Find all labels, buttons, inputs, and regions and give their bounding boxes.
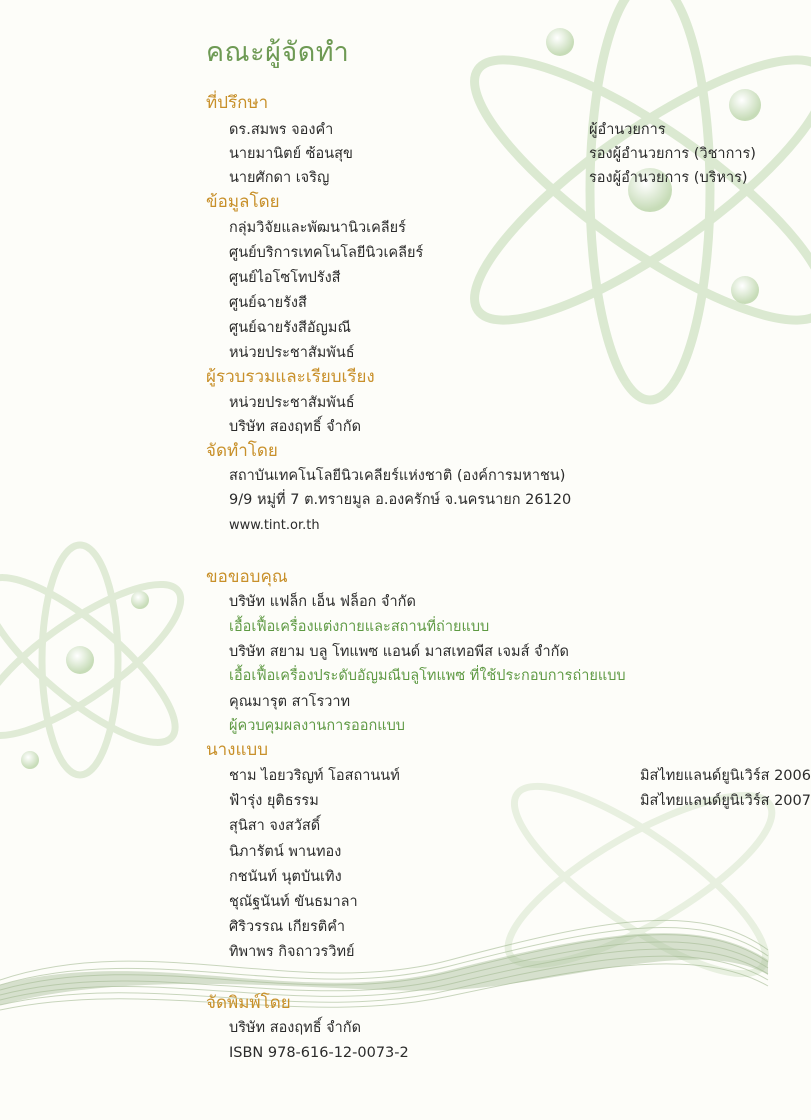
isbn: ISBN 978-616-12-0073-2 <box>229 1045 409 1061</box>
model-row <box>229 791 811 811</box>
model-name: นิภารัตน์ พานทอง <box>229 844 342 860</box>
advisor-row <box>229 120 666 140</box>
list-item: ศูนย์บริการเทคโนโลยีนิวเคลียร์ <box>229 245 424 261</box>
list-item: ศูนย์ฉายรังสี <box>229 295 307 311</box>
organization-address: 9/9 หมู่ที่ 7 ต.ทรายมูล อ.องครักษ์ จ.นครนายก 26120 <box>229 492 572 508</box>
advisor-row <box>229 168 748 188</box>
model-name: ชุณัฐนันท์ ขันธมาลา <box>229 894 358 910</box>
list-item: ศูนย์ไอโซโทปรังสี <box>229 270 341 286</box>
info-by-heading: ข้อมูลโดย <box>206 192 280 212</box>
organization-name: สถาบันเทคโนโลยีนิวเคลียร์แห่งชาติ (องค์การมหาชน) <box>229 468 566 484</box>
produced-by-heading: จัดทำโดย <box>206 441 278 461</box>
model-row <box>229 942 355 962</box>
model-row <box>229 892 358 912</box>
model-row <box>229 867 342 887</box>
list-item-note: เอื้อเฟื้อเครื่องแต่งกายและสถานที่ถ่ายแบบ <box>229 619 490 635</box>
models-heading: นางแบบ <box>206 740 269 760</box>
advisor-row <box>229 144 756 164</box>
advisor-name: นายมานิตย์ ซ้อนสุข <box>229 146 353 162</box>
model-title: มิสไทยแลนด์ยูนิเวิร์ส 2006 <box>640 768 811 784</box>
list-item: คุณมารุต สาโรวาท <box>229 694 351 710</box>
page-title: คณะผู้จัดทำ <box>206 37 350 68</box>
compiled-by-heading: ผู้รวบรวมและเรียบเรียง <box>206 367 375 387</box>
model-name: สุนิสา จงสวัสดิ์ <box>229 818 321 834</box>
advisors-heading: ที่ปรึกษา <box>206 93 269 113</box>
advisor-role: ผู้อำนวยการ <box>589 122 666 138</box>
list-item: ศูนย์ฉายรังสีอัญมณี <box>229 320 351 336</box>
list-item: หน่วยประชาสัมพันธ์ <box>229 345 355 361</box>
model-title: มิสไทยแลนด์ยูนิเวิร์ส 2007 <box>640 793 811 809</box>
printer-name: บริษัท สองฤทธิ์ จำกัด <box>229 1020 361 1036</box>
list-item: บริษัท สยาม บลู โทแพซ แอนด์ มาสเทอพีส เจมส์ จำกัด <box>229 644 569 660</box>
model-name: ชาม ไอยวริญท์ โอสถานนท์ <box>229 768 400 784</box>
list-item: บริษัท แฟล็ก เอ็น ฟล็อก จำกัด <box>229 594 416 610</box>
advisor-role: รองผู้อำนวยการ (บริหาร) <box>589 170 748 186</box>
model-row <box>229 917 345 937</box>
model-name: ฟ้ารุ่ง ยุติธรรม <box>229 793 319 809</box>
model-row <box>229 816 320 836</box>
model-name: ศิริวรรณ เกียรติคำ <box>229 919 346 935</box>
advisor-name: ดร.สมพร จองคำ <box>229 122 334 138</box>
list-item: หน่วยประชาสัมพันธ์ <box>229 395 355 411</box>
model-row <box>229 766 811 786</box>
model-name: ทิพาพร กิจถาวรวิทย์ <box>229 944 355 960</box>
thanks-heading: ขอขอบคุณ <box>206 567 288 587</box>
advisor-name: นายศักดา เจริญ <box>229 170 330 186</box>
list-item-note: ผู้ควบคุมผลงานการออกแบบ <box>229 718 405 734</box>
website-link[interactable]: www.tint.or.th <box>229 518 320 533</box>
advisor-role: รองผู้อำนวยการ (วิชาการ) <box>589 146 756 162</box>
list-item: บริษัท สองฤทธิ์ จำกัด <box>229 419 361 435</box>
model-row <box>229 842 341 862</box>
printed-by-heading: จัดพิมพ์โดย <box>206 993 291 1013</box>
list-item-note: เอื้อเฟื้อเครื่องประดับอัญมณีบลูโทแพซ ที่ใช้ประกอบการถ่ายแบบ <box>229 668 626 684</box>
list-item: กลุ่มวิจัยและพัฒนานิวเคลียร์ <box>229 220 406 236</box>
model-name: กชนันท์ นุตบันเทิง <box>229 869 342 885</box>
